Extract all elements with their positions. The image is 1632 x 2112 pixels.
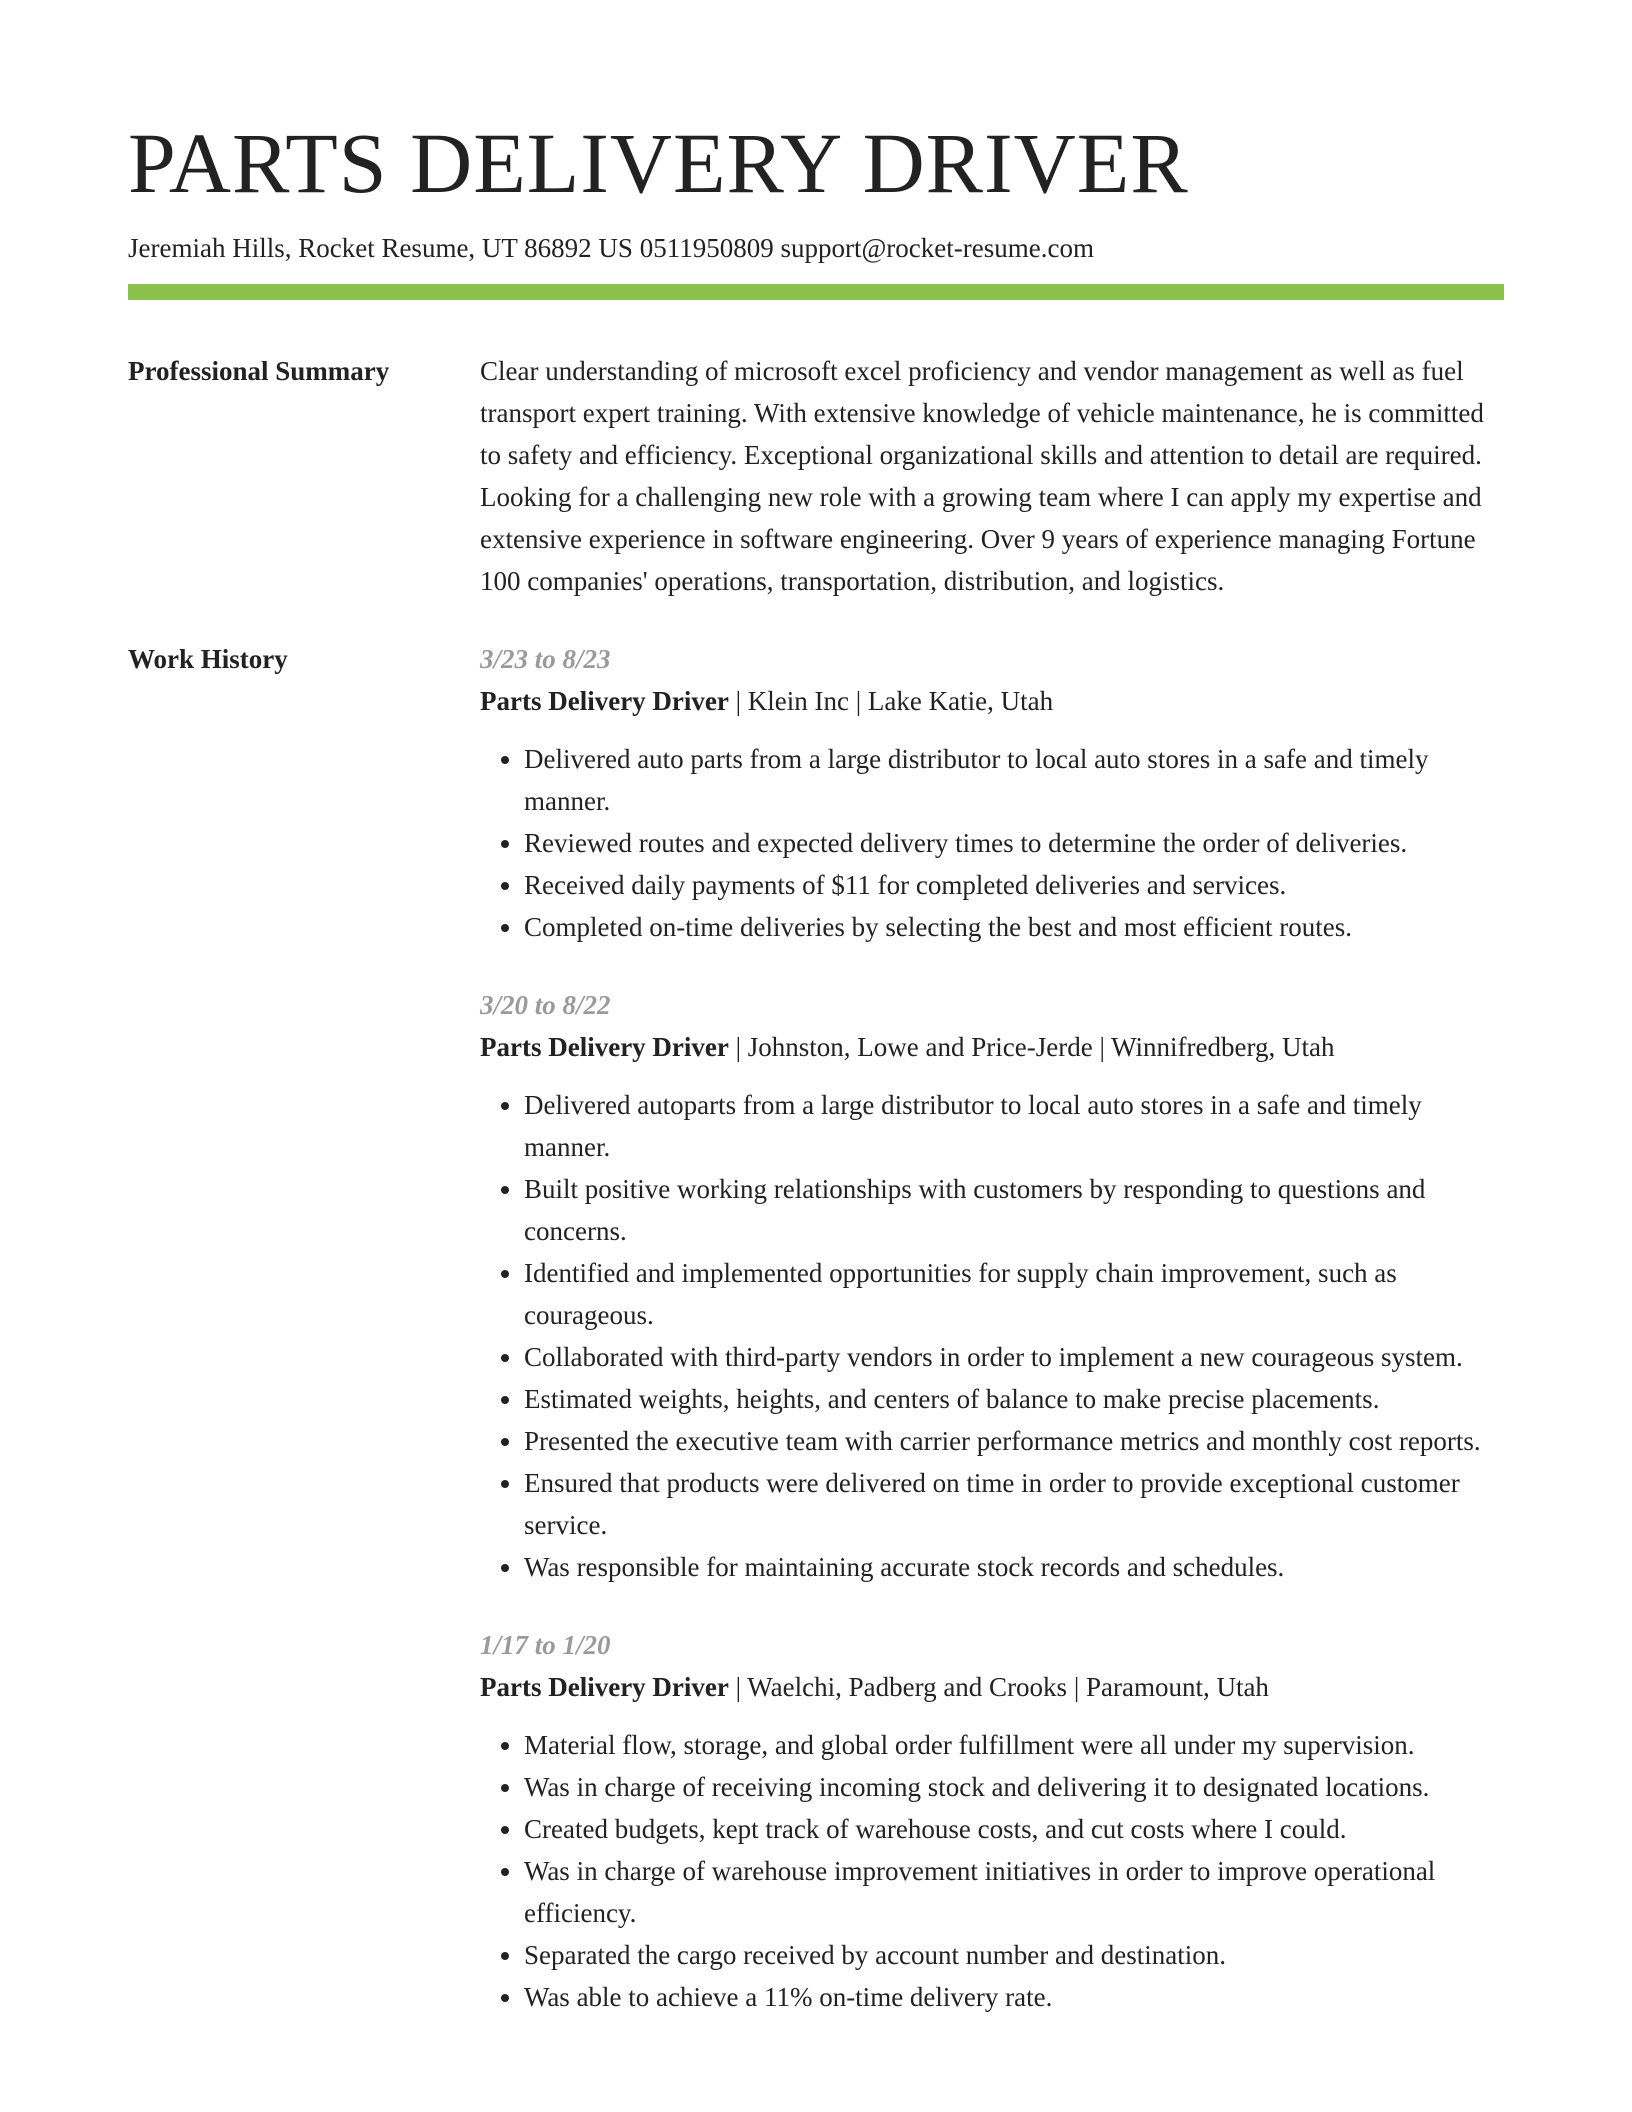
list-item: • Estimated weights, heights, and centers of balance to make precise placements. xyxy=(524,1378,1504,1420)
job-heading xyxy=(480,1666,1504,1708)
job-heading xyxy=(480,680,1504,722)
list-item: • Completed on-time deliveries by selecting the best and most efficient routes. xyxy=(524,906,1504,948)
list-item: • Collaborated with third-party vendors in order to implement a new courageous system. xyxy=(524,1336,1504,1378)
list-item: • Reviewed routes and expected delivery times to determine the order of deliveries. xyxy=(524,822,1504,864)
job-dates: 3/20 to 8/22 xyxy=(480,990,611,1021)
list-item: • Created budgets, kept track of warehouse costs, and cut costs where I could. xyxy=(524,1808,1504,1850)
job-title: Parts Delivery Driver xyxy=(480,1032,729,1063)
job-dates: 1/17 to 1/20 xyxy=(480,1630,611,1661)
list-item: • Delivered auto parts from a large distributor to local auto stores in a safe and timely manner. xyxy=(524,738,1504,822)
job-title: Parts Delivery Driver xyxy=(480,1672,729,1703)
list-item: • Was able to achieve a 11% on-time delivery rate. xyxy=(524,1976,1504,2018)
list-item: • Was in charge of warehouse improvement initiatives in order to improve operational efficiency. xyxy=(524,1850,1504,1934)
job-employer-location: | Johnston, Lowe and Price-Jerde | Winnifredberg, Utah xyxy=(728,1032,1335,1063)
job-entry xyxy=(480,638,1504,948)
job-title: Parts Delivery Driver xyxy=(480,686,729,717)
job-bullets xyxy=(480,1724,1504,2018)
section-label-work-history: Work History xyxy=(128,644,288,675)
accent-divider xyxy=(128,284,1504,300)
contact-line: Jeremiah Hills, Rocket Resume, UT 86892 US 0511950809 support@rocket-resume.com xyxy=(128,233,1094,263)
list-item: • Was in charge of receiving incoming stock and delivering it to designated locations. xyxy=(524,1766,1504,1808)
professional-summary-section xyxy=(128,350,1504,602)
list-item: • Received daily payments of $11 for completed deliveries and services. xyxy=(524,864,1504,906)
job-employer-location: | Klein Inc | Lake Katie, Utah xyxy=(728,686,1054,717)
job-heading xyxy=(480,1026,1504,1068)
job-bullets xyxy=(480,738,1504,948)
job-employer-location: | Waelchi, Padberg and Crooks | Paramount, Utah xyxy=(728,1672,1269,1703)
list-item: • Separated the cargo received by account number and destination. xyxy=(524,1934,1504,1976)
section-label-summary: Professional Summary xyxy=(128,356,390,387)
list-item: • Ensured that products were delivered on time in order to provide exceptional customer service. xyxy=(524,1462,1504,1546)
summary-text: Clear understanding of microsoft excel proficiency and vendor management as well as fuel transport expert training. With extensive knowledge of vehicle maintenance, he is committed to safety and efficiency. Exceptional organizational skills and attention to detail are required. Looking for a challenging new role with a growing team where I can apply my expertise and extensive experience in software engineering. Over 9 years of experience managing Fortune 100 companies' operations, transportation, distribution, and logistics. xyxy=(480,356,1484,597)
job-entry xyxy=(480,1624,1504,2018)
job-entry xyxy=(480,984,1504,1588)
job-dates: 3/23 to 8/23 xyxy=(480,644,611,675)
list-item: • Delivered autoparts from a large distributor to local auto stores in a safe and timely manner. xyxy=(524,1084,1504,1168)
list-item: • Identified and implemented opportunities for supply chain improvement, such as courageous. xyxy=(524,1252,1504,1336)
list-item: • Presented the executive team with carrier performance metrics and monthly cost reports. xyxy=(524,1420,1504,1462)
work-history-section xyxy=(128,638,1504,2054)
list-item: • Built positive working relationships with customers by responding to questions and concerns. xyxy=(524,1168,1504,1252)
list-item: • Material flow, storage, and global order fulfillment were all under my supervision. xyxy=(524,1724,1504,1766)
work-history-list xyxy=(480,638,1504,2054)
job-bullets xyxy=(480,1084,1504,1588)
resume-title: PARTS DELIVERY DRIVER xyxy=(128,115,1189,211)
list-item: • Was responsible for maintaining accurate stock records and schedules. xyxy=(524,1546,1504,1588)
